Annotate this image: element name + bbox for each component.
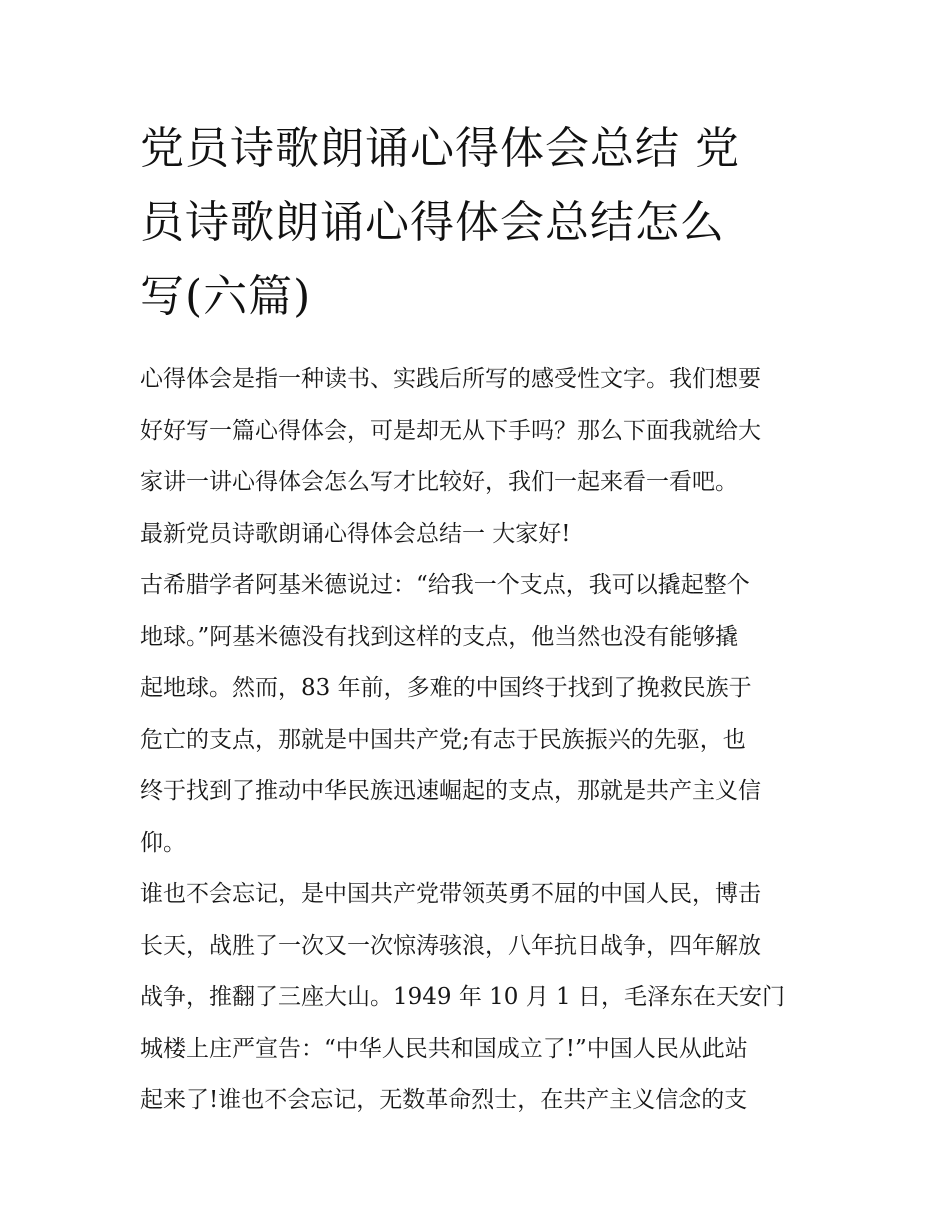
text-line: 终于找到了推动中华民族迅速崛起的支点，那就是共产主义信 <box>140 778 761 804</box>
title-line: 党员诗歌朗诵心得体会总结 党 <box>140 123 740 174</box>
text-line: 最新党员诗歌朗诵心得体会总结一 大家好! <box>140 520 571 547</box>
document-title <box>140 112 820 334</box>
document-body <box>140 354 820 1127</box>
section-heading-paragraph <box>140 509 820 561</box>
title-line: 写(六篇) <box>140 271 312 322</box>
title-line: 员诗歌朗诵心得体会总结怎么 <box>140 197 725 248</box>
text-line: 心得体会是指一种读书、实践后所写的感受性文字。我们想要 <box>140 366 761 392</box>
history-paragraph <box>140 869 820 1127</box>
text-line: 谁也不会忘记，是中国共产党带领英勇不屈的中国人民，博击 <box>140 881 761 907</box>
text-line: 好好写一篇心得体会，可是却无从下手吗？那么下面我就给大 <box>140 417 761 444</box>
text-line: 起来了!谁也不会忘记，无数革命烈士，在共产主义信念的支 <box>140 1087 748 1113</box>
text-line: 古希腊学者阿基米德说过：“给我一个支点，我可以撬起整个 <box>140 572 750 598</box>
text-line: 家讲一讲心得体会怎么写才比较好，我们一起来看一看吧。 <box>140 469 738 495</box>
text-line: 仰。 <box>140 829 186 856</box>
intro-paragraph <box>140 354 820 509</box>
text-line: 城楼上庄严宣告：“中华人民共和国成立了!”中国人民从此站 <box>140 1035 748 1062</box>
text-line: 危亡的支点，那就是中国共产党;有志于民族振兴的先驱，也 <box>140 726 746 753</box>
archimedes-paragraph <box>140 560 820 869</box>
text-line: 长天，战胜了一次又一次惊涛骇浪，八年抗日战争，四年解放 <box>140 932 761 959</box>
text-line: 战争，推翻了三座大山。1949 年 10 月 1 日，毛泽东在天安门 <box>140 984 785 1010</box>
text-line: 地球。”阿基米德没有找到这样的支点，他当然也没有能够撬 <box>140 623 739 650</box>
text-line: 起地球。然而，83 年前，多难的中国终于找到了挽救民族于 <box>140 675 752 701</box>
